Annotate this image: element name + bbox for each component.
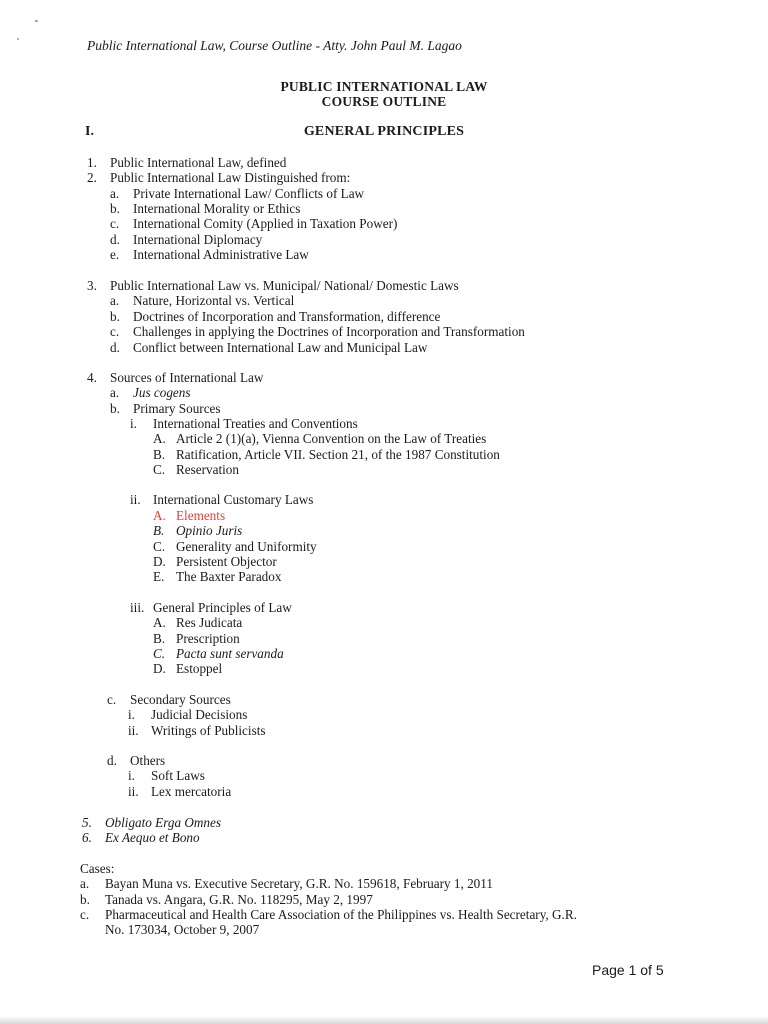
- outline-item: C. Generality and Uniformity: [153, 539, 317, 554]
- outline-item: b. Primary Sources: [110, 401, 221, 416]
- outline-item: iii. General Principles of Law: [130, 600, 292, 615]
- document-title: PUBLIC INTERNATIONAL LAW: [280, 79, 488, 94]
- outline-item: b. International Morality or Ethics: [110, 201, 301, 216]
- outline-item: D. Persistent Objector: [153, 554, 277, 569]
- outline-item: A. Res Judicata: [153, 615, 243, 630]
- outline-item: i. International Treaties and Conventions: [130, 416, 358, 431]
- outline-item: C. Pacta sunt servanda: [153, 646, 284, 661]
- outline-item: e. International Administrative Law: [110, 247, 309, 262]
- outline-item: d. Others: [107, 753, 166, 768]
- outline-item: c. International Comity (Applied in Taxation Power): [110, 216, 398, 231]
- outline-item: ii. Writings of Publicists: [128, 723, 266, 738]
- outline-item: A. Article 2 (1)(a), Vienna Convention on the Law of Treaties: [153, 431, 487, 446]
- outline-item: 3. Public International Law vs. Municipal/ National/ Domestic Laws: [87, 278, 459, 293]
- outline-item: a. Jus cogens: [110, 385, 191, 400]
- outline-item: C. Reservation: [153, 462, 239, 477]
- outline-item: B. Ratification, Article VII. Section 21, of the 1987 Constitution: [153, 447, 500, 462]
- outline-item: i. Soft Laws: [128, 768, 205, 783]
- outline-item: D. Estoppel: [153, 661, 223, 676]
- part-numeral: I.: [85, 124, 94, 139]
- outline-item: 2. Public International Law Distinguished from:: [87, 170, 351, 185]
- cases-heading: Cases:: [80, 861, 115, 876]
- outline-item: c. Challenges in applying the Doctrines of Incorporation and Transformation: [110, 324, 525, 339]
- outline-item: E. The Baxter Paradox: [153, 569, 282, 584]
- outline-item: 1. Public International Law, defined: [87, 155, 287, 170]
- outline-item: d. International Diplomacy: [110, 232, 263, 247]
- outline-item: 6. Ex Aequo et Bono: [82, 830, 200, 845]
- outline-item: d. Conflict between International Law and Municipal Law: [110, 340, 428, 355]
- page-number: Page 1 of 5: [592, 962, 664, 978]
- outline-item-highlighted: A. Elements: [153, 508, 226, 523]
- outline-item: c. Secondary Sources: [107, 692, 231, 707]
- case-item-continued: No. 173034, October 9, 2007: [105, 922, 260, 937]
- case-item: b. Tanada vs. Angara, G.R. No. 118295, May 2, 1997: [80, 892, 373, 907]
- outline-item: b. Doctrines of Incorporation and Transformation, difference: [110, 309, 441, 324]
- document-subtitle: COURSE OUTLINE: [321, 94, 447, 109]
- case-item: a. Bayan Muna vs. Executive Secretary, G.R. No. 159618, February 1, 2011: [80, 876, 493, 891]
- scan-speck: [17, 38, 19, 40]
- outline-item: a. Private International Law/ Conflicts of Law: [110, 186, 365, 201]
- outline-item: ii. International Customary Laws: [130, 492, 314, 507]
- outline-item: B. Prescription: [153, 631, 240, 646]
- outline-item: i. Judicial Decisions: [128, 707, 248, 722]
- outline-item: B. Opinio Juris: [153, 523, 243, 538]
- outline-item: 4. Sources of International Law: [87, 370, 264, 385]
- outline-item: a. Nature, Horizontal vs. Vertical: [110, 293, 295, 308]
- outline-item: 5. Obligato Erga Omnes: [82, 815, 221, 830]
- document-header: Public International Law, Course Outline - Atty. John Paul M. Lagao: [87, 38, 462, 53]
- outline-item: ii. Lex mercatoria: [128, 784, 232, 799]
- scan-edge: [0, 1016, 768, 1024]
- case-item: c. Pharmaceutical and Health Care Association of the Philippines vs. Health Secretary, G.R.: [80, 907, 577, 922]
- part-title: GENERAL PRINCIPLES: [303, 124, 465, 139]
- scan-speck: [35, 20, 38, 22]
